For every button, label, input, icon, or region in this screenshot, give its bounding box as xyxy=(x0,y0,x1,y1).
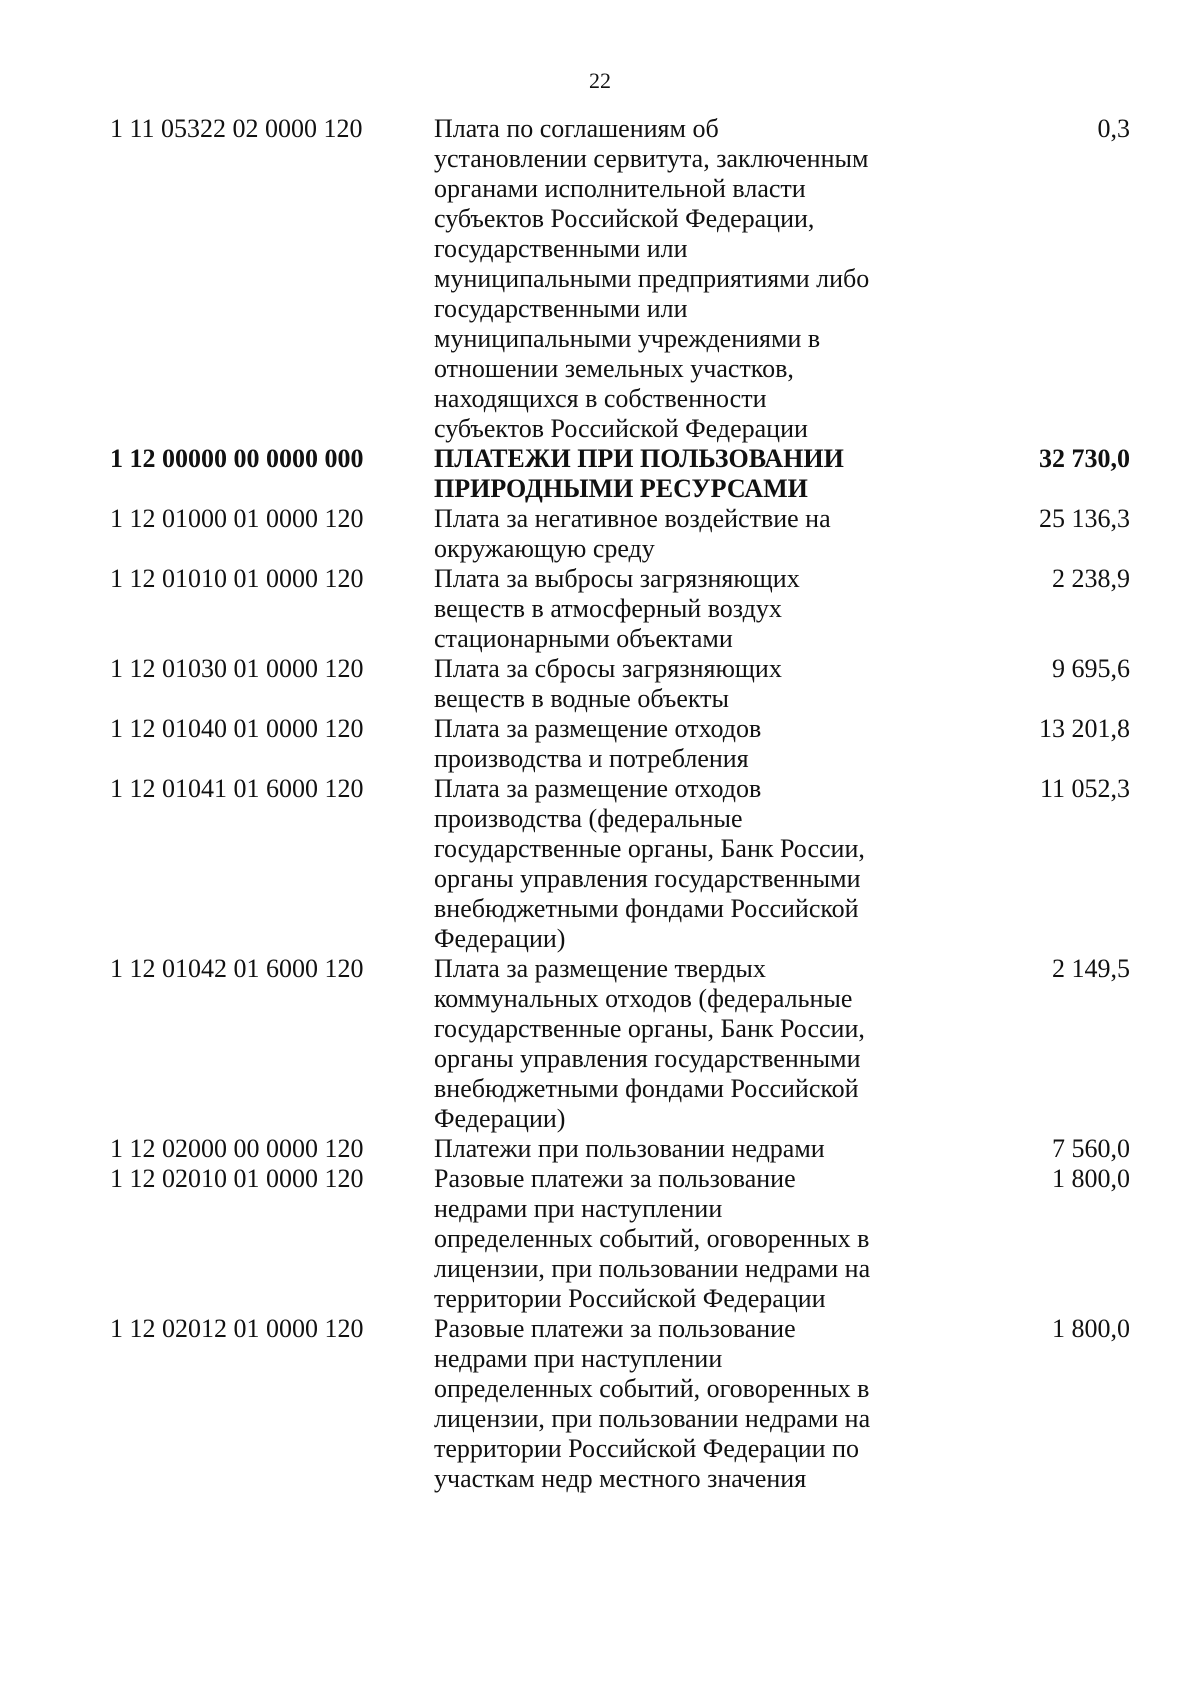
description-line: государственные органы, Банк России, xyxy=(434,1014,865,1043)
description-line: внебюджетными фондами Российской xyxy=(434,894,859,923)
revenue-description xyxy=(434,954,930,1134)
description-line: лицензии, при пользовании недрами на xyxy=(434,1404,871,1433)
table-row xyxy=(110,1134,1130,1164)
description-line: участкам недр местного значения xyxy=(434,1464,807,1493)
description-line: определенных событий, оговоренных в xyxy=(434,1374,870,1403)
description-line: производства и потребления xyxy=(434,744,749,773)
table-row xyxy=(110,1314,1130,1494)
revenue-description xyxy=(434,1314,930,1494)
amount-value: 1 800,0 xyxy=(1052,1314,1130,1343)
revenue-code: 1 11 05322 02 0000 120 xyxy=(110,114,363,143)
description-line: коммунальных отходов (федеральные xyxy=(434,984,853,1013)
description-line: органы управления государственными xyxy=(434,864,861,893)
description-line: Разовые платежи за пользование xyxy=(434,1164,796,1193)
description-line: внебюджетными фондами Российской xyxy=(434,1074,859,1103)
revenue-description xyxy=(434,114,930,444)
description-line: органы управления государственными xyxy=(434,1044,861,1073)
description-line: Плата за размещение отходов xyxy=(434,714,762,743)
description-line: лицензии, при пользовании недрами на xyxy=(434,1254,871,1283)
table-row xyxy=(110,774,1130,954)
description-line: веществ в водные объекты xyxy=(434,684,730,713)
revenue-description xyxy=(434,504,930,564)
description-line: стационарными объектами xyxy=(434,624,733,653)
amount-value: 0,3 xyxy=(1097,114,1130,143)
description-line: государственные органы, Банк России, xyxy=(434,834,865,863)
amount-value: 2 238,9 xyxy=(1052,564,1130,593)
description-line: муниципальными предприятиями либо xyxy=(434,264,870,293)
amount-value: 1 800,0 xyxy=(1052,1164,1130,1193)
revenue-description xyxy=(434,654,930,714)
description-line: установлении сервитута, заключенным xyxy=(434,144,869,173)
description-line: Плата за сбросы загрязняющих xyxy=(434,654,782,683)
revenue-description xyxy=(434,564,930,654)
table-row xyxy=(110,654,1130,714)
description-line: территории Российской Федерации по xyxy=(434,1434,860,1463)
amount-value: 2 149,5 xyxy=(1052,954,1130,983)
table-row xyxy=(110,954,1130,1134)
description-line: субъектов Российской Федерации xyxy=(434,414,808,443)
amount-value: 32 730,0 xyxy=(1039,444,1130,473)
description-line: Разовые платежи за пользование xyxy=(434,1314,796,1343)
description-line: недрами при наступлении xyxy=(434,1344,723,1373)
revenue-code: 1 12 01030 01 0000 120 xyxy=(110,654,364,683)
amount-value: 25 136,3 xyxy=(1039,504,1130,533)
revenue-code: 1 12 01040 01 0000 120 xyxy=(110,714,364,743)
revenue-description xyxy=(434,774,930,954)
description-line: Федерации) xyxy=(434,1104,566,1133)
description-line: органами исполнительной власти xyxy=(434,174,806,203)
description-line: Плата за негативное воздействие на xyxy=(434,504,831,533)
description-line: отношении земельных участков, xyxy=(434,354,794,383)
table-row xyxy=(110,504,1130,564)
description-line: производства (федеральные xyxy=(434,804,743,833)
description-line: ПРИРОДНЫМИ РЕСУРСАМИ xyxy=(434,474,808,503)
revenue-code: 1 12 01041 01 6000 120 xyxy=(110,774,364,803)
description-line: Плата за размещение отходов xyxy=(434,774,762,803)
budget-table xyxy=(110,114,1130,1494)
table-row xyxy=(110,714,1130,774)
amount-value: 11 052,3 xyxy=(1039,774,1130,803)
amount-value: 7 560,0 xyxy=(1052,1134,1130,1163)
revenue-code: 1 12 01010 01 0000 120 xyxy=(110,564,364,593)
description-line: ПЛАТЕЖИ ПРИ ПОЛЬЗОВАНИИ xyxy=(434,444,844,473)
description-line: государственными или xyxy=(434,234,688,263)
description-line: территории Российской Федерации xyxy=(434,1284,826,1313)
revenue-code: 1 12 02012 01 0000 120 xyxy=(110,1314,364,1343)
description-line: окружающую среду xyxy=(434,534,655,563)
revenue-description xyxy=(434,1134,930,1164)
description-line: государственными или xyxy=(434,294,688,323)
description-line: субъектов Российской Федерации, xyxy=(434,204,815,233)
revenue-description xyxy=(434,1164,930,1314)
revenue-code: 1 12 01042 01 6000 120 xyxy=(110,954,364,983)
table-row xyxy=(110,564,1130,654)
revenue-code: 1 12 01000 01 0000 120 xyxy=(110,504,364,533)
page-number: 22 xyxy=(589,68,611,93)
description-line: Платежи при пользовании недрами xyxy=(434,1134,825,1163)
revenue-code: 1 12 02010 01 0000 120 xyxy=(110,1164,364,1193)
description-line: Плата за выбросы загрязняющих xyxy=(434,564,800,593)
description-line: муниципальными учреждениями в xyxy=(434,324,821,353)
revenue-code: 1 12 02000 00 0000 120 xyxy=(110,1134,364,1163)
description-line: Плата по соглашениям об xyxy=(434,114,719,143)
amount-value: 13 201,8 xyxy=(1039,714,1130,743)
description-line: находящихся в собственности xyxy=(434,384,767,413)
table-row xyxy=(110,114,1130,444)
revenue-description xyxy=(434,714,930,774)
table-row xyxy=(110,1164,1130,1314)
description-line: веществ в атмосферный воздух xyxy=(434,594,782,623)
description-line: определенных событий, оговоренных в xyxy=(434,1224,870,1253)
amount-value: 9 695,6 xyxy=(1052,654,1130,683)
description-line: Плата за размещение твердых xyxy=(434,954,766,983)
revenue-description xyxy=(434,444,930,504)
revenue-code: 1 12 00000 00 0000 000 xyxy=(110,444,364,473)
section-row xyxy=(110,444,1130,504)
description-line: Федерации) xyxy=(434,924,566,953)
description-line: недрами при наступлении xyxy=(434,1194,723,1223)
